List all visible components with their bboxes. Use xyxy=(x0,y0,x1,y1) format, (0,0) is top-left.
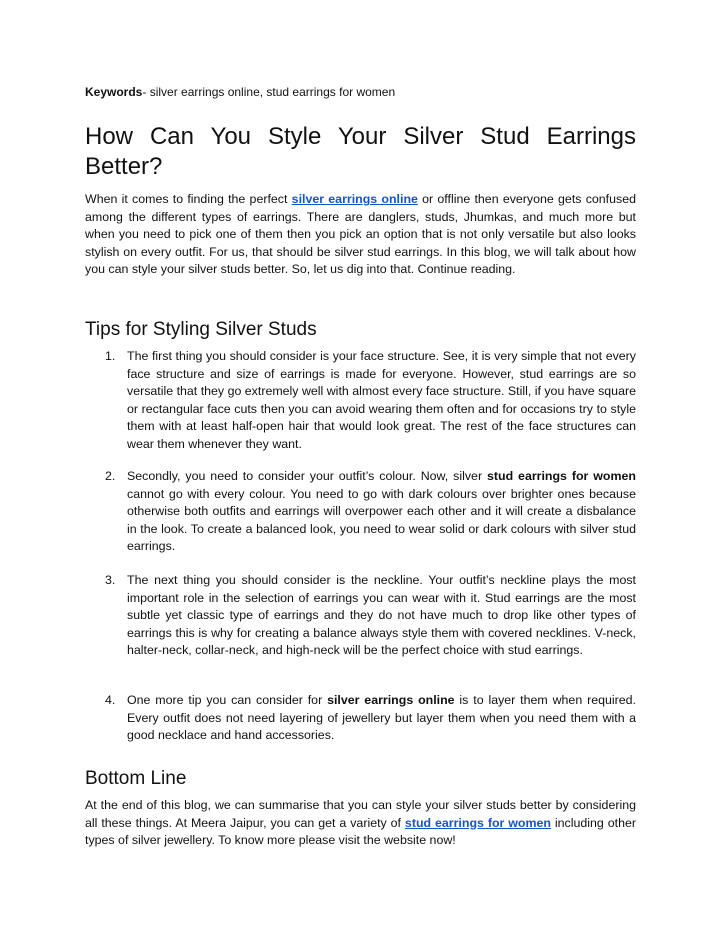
list-item-text-end: is to layer them when required. Every outfit does not need layering of jewellery but layer them when you need them with a good necklace and hand accessories. xyxy=(127,693,636,742)
list-item-text-start: One more tip you can consider for xyxy=(127,693,328,707)
bottom-text-start: At the end of this blog, we can summarise that you can style your silver studs better by considering all these things. At Meera Jaipur, you can get a variety of xyxy=(85,798,636,830)
bottom-line-paragraph xyxy=(85,797,636,850)
list-item-text-end: cannot go with every colour. You need to go with dark colours over brighter ones because otherwise both outfits and earrings will overpower each other and it will create a disbalance in the look. To create a balanced look, you need to wear solid or dark colours with silver stud earrings. xyxy=(127,486,636,553)
silver-earrings-online-link[interactable]: silver earrings online xyxy=(291,192,418,206)
list-item-text: The first thing you should consider is your face structure. See, it is very simple that not every face structure and size of earrings is made for everyone. However, stud earrings are so versatile that they go extremely well with almost every face structure. Still, if you have square or rectangular face cuts then you can avoid wearing them often and for occasions try to style them with at least half-open hair that would look great. The rest of the face structures can wear them whenever they want. xyxy=(127,349,636,451)
list-item-text xyxy=(127,468,636,556)
keywords-label: Keywords xyxy=(85,85,143,99)
intro-text-start: When it comes to finding the perfect xyxy=(85,192,292,206)
bottom-line-heading: Bottom Line xyxy=(85,768,187,789)
keywords-line xyxy=(85,84,645,100)
list-item-text xyxy=(127,692,636,745)
bold-keyword: stud earrings for women xyxy=(486,469,636,483)
list-number: 1. xyxy=(105,349,116,363)
list-item-text-start: Secondly, you need to consider your outfit’s colour. Now, silver xyxy=(127,469,487,483)
list-number: 4. xyxy=(105,693,116,707)
page-title: How Can You Style Your Silver Stud Earrings Better? xyxy=(85,123,636,180)
stud-earrings-for-women-link[interactable]: stud earrings for women xyxy=(404,815,551,830)
intro-paragraph xyxy=(85,191,636,279)
list-item-text: The next thing you should consider is the neckline. Your outfit’s neckline plays the most important role in the selection of earrings you can wear with it. Stud earrings are the most subtle yet classic type of earrings and they do not have much to drop like other types of earrings this is why for creating a balance always style them with covered necklines. V-neck, halter-neck, collar-neck, and high-neck will be the perfect choice with stud earrings. xyxy=(127,573,636,657)
list-number: 3. xyxy=(105,573,116,587)
tips-heading: Tips for Styling Silver Studs xyxy=(85,319,317,340)
list-number: 2. xyxy=(105,469,116,483)
keywords-text: - silver earrings online, stud earrings for women xyxy=(142,85,396,99)
bottom-text-end: including other types of silver jewellery. To know more please visit the website now! xyxy=(85,815,636,847)
bold-keyword: silver earrings online xyxy=(327,693,455,707)
intro-text-end: or offline then everyone gets confused among the different types of earrings. There are danglers, studs, Jhumkas, and much more but when you need to pick one of them then you pick an option that is not only versatile but also looks stylish on every outfit. For us, that should be silver stud earrings. In this blog, we will talk about how you can style your silver studs better. So, let us dig into that. Continue reading. xyxy=(85,192,636,276)
